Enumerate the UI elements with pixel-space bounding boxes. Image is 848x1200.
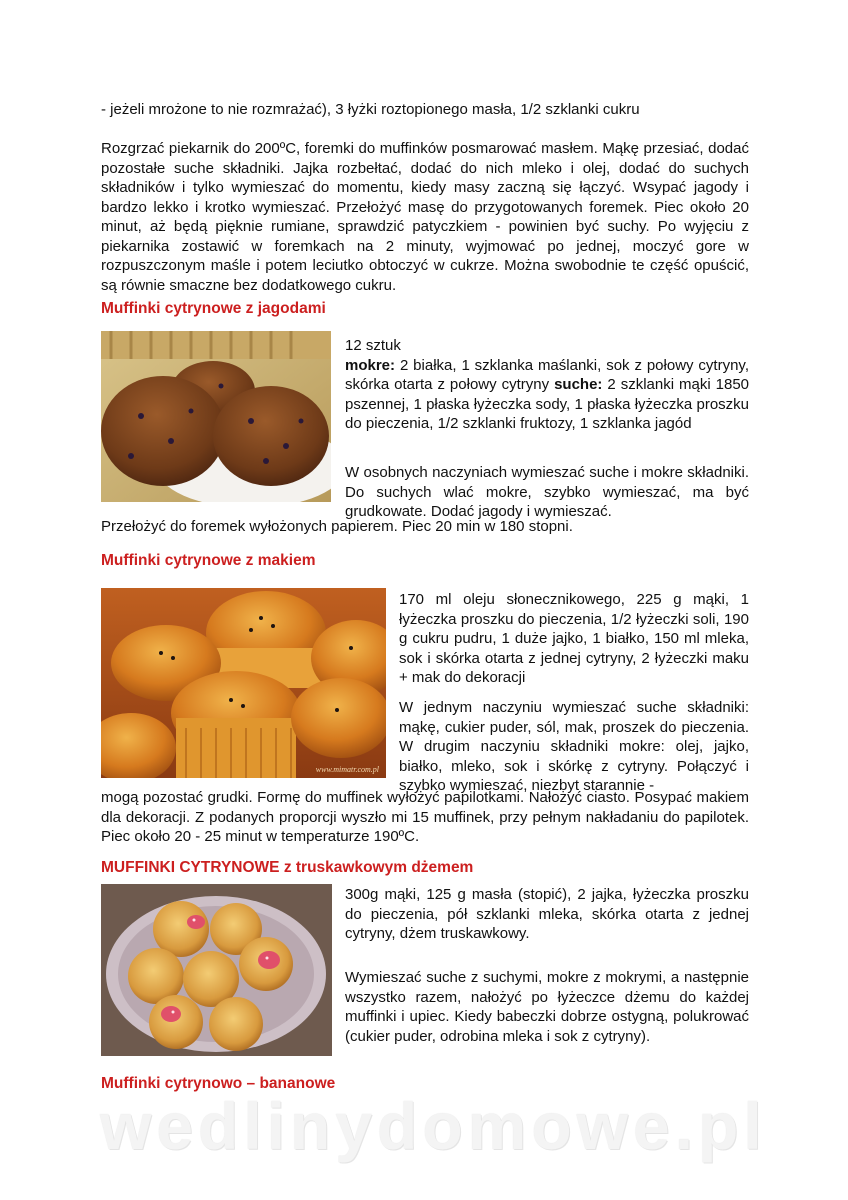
recipe-poppy-method-end: mogą pozostać grudki. Formę do muffinek wyłożyć papilotkami. Nałożyć ciasto. Posypać makiem dla dekoracji. Z podanych proporcji wyszło mi 15 muffinek, przy pełnym nakładaniu do papilotek. Piec około 20 - 25 minut w temperaturze 190ºC. [101, 789, 749, 845]
recipe-blueberry-title: Muffinki cytrynowe z jagodami [101, 300, 326, 317]
blueberry-muffins-photo [101, 331, 331, 502]
poppy-muffins-photo [101, 588, 386, 778]
intro-paragraph: Rozgrzać piekarnik do 200ºC, foremki do muffinków posmarować masłem. Mąkę przesiać, dodać pozostałe suche składniki. Jajka rozbełtać, dodać do nich mleko i olej, dodać do suchych składników i tylko wymieszać do momentu, kiedy masy zaczną się łączyć. Wsypać jagody i bardzo lekko i krotko wymieszać. Przełożyć masę do przygotowanych foremek. Piec około 20 minut, aż będą pięknie rumiane, sprawdzić patyczkiem - powinien być suchy. Po wyjęciu z piekarnika zostawić w foremkach na 2 minuty, wyjmować po jednej, moczyć gore w rozpuszczonym maśle i potem leciutko obtoczyć w cukrze. Można swobodnie te część opuścić, są równie smaczne bez dodatkowego cukru. [101, 140, 749, 294]
wet-ingredients: 2 białka, 1 szklanka maślanki, sok z połowy cytryny, skórka otarta z połowy cytryny [345, 356, 749, 393]
recipe-poppy-title: Muffinki cytrynowe z makiem [101, 552, 316, 569]
recipe-blueberry-method: W osobnych naczyniach wymieszać suche i mokre składniki. Do suchych wlać mokre, szybko wymieszać, ma być grudkowate. Dodać jagody i wymieszać. [345, 464, 749, 520]
wet-label: mokre: [345, 356, 396, 374]
recipe-banana-title: Muffinki cytrynowo – bananowe [101, 1075, 336, 1092]
dry-label: suche: [554, 376, 603, 393]
photo-watermark: www.mimatr.com.pl [315, 765, 379, 774]
site-watermark: wedlinydomowe.pl [100, 1089, 767, 1163]
recipe-blueberry-method-end: Przełożyć do foremek wyłożonych papierem. Piec 20 min w 180 stopni. [101, 518, 573, 535]
intro-line: - jeżeli mrożone to nie rozmrażać), 3 łyżki roztopionego masła, 1/2 szklanki cukru [101, 101, 640, 118]
recipe-poppy-ingredients: 170 ml oleju słonecznikowego, 225 g mąki, 1 łyżeczka proszku do pieczenia, 1/2 łyżeczki soli, 190 g cukru pudru, 1 duże jajko, 1 białko, 150 ml mleka, sok i skórka otarta z jednej cytryny, 2 łyżeczki maku + mak do dekoracji [399, 591, 749, 686]
recipe-strawberry-ingredients: 300g mąki, 125 g masła (stopić), 2 jajka, łyżeczka proszku do pieczenia, pół szklanki mleka, skórka otarta z jednej cytryny, dżem truskawkowy. [345, 886, 749, 942]
recipe-poppy-method: W jednym naczyniu wymieszać suche składniki: mąkę, cukier puder, sól, mak, proszek do pieczenia. W drugim naczyniu składniki mokre: olej, jajko, białko, mleko, sok i skórkę z cytryny. Połączyć i szybko wymieszać, niezbyt starannie - [399, 699, 749, 794]
recipe-strawberry-title: MUFFINKI CYTRYNOWE z truskawkowym dżemem [101, 859, 474, 876]
strawberry-muffins-photo [101, 884, 332, 1056]
recipe-blueberry-ingredients [345, 356, 749, 434]
recipe-strawberry-method: Wymieszać suche z suchymi, mokre z mokrymi, a następnie wszystko razem, nałożyć po łyżeczce dżemu do każdej muffinki i upiec. Kiedy babeczki dobrze ostygną, polukrować (cukier puder, odrobina mleka i sok z cytryny). [345, 969, 749, 1045]
recipe-blueberry-servings: 12 sztuk [345, 337, 401, 354]
dry-ingredients: 2 szklanki mąki 1850 pszennej, 1 płaska łyżeczka sody, 1 płaska łyżeczka proszku do pieczenia, 1/2 szklanki fruktozy, 1 szklanka jagód [345, 376, 750, 432]
